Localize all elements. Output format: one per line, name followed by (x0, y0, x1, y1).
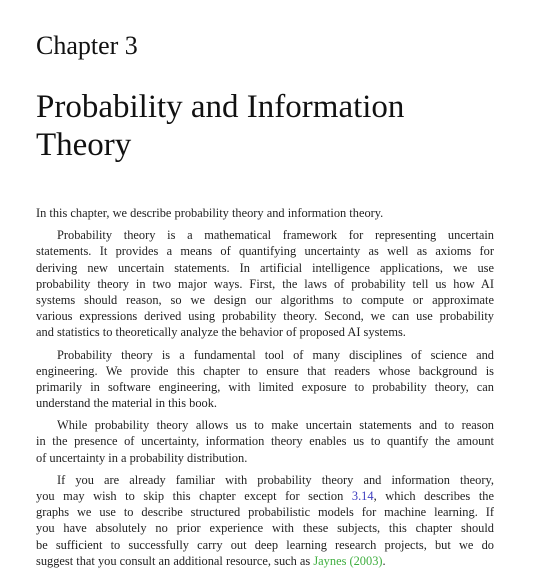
text-line: While probability theory allows us to make uncertain statements and to reason (57, 418, 494, 433)
text-line (36, 553, 494, 569)
text-span: suggest that you consult an additional resource, such as (36, 553, 314, 568)
text-line: primarily in software engineering, with limited exposure to probability theory, can (36, 379, 494, 394)
text-line (36, 488, 494, 504)
paragraph (36, 227, 494, 340)
text-line: of uncertainty in a probability distribution. (36, 450, 248, 465)
section-link[interactable]: 3.14 (351, 489, 374, 503)
paragraph (36, 205, 494, 221)
text-line: graphs we use to describe structured probabilistic models for machine learning. If (36, 505, 494, 520)
paragraph (36, 417, 494, 466)
chapter-title-line: Probability and Information (36, 89, 405, 125)
text-line: deriving new uncertain statements. In artificial intelligence applications, we use (36, 260, 494, 275)
chapter-title (36, 88, 506, 164)
text-line: be sufficient to successfully carry out deep learning research projects, but we do (36, 537, 494, 552)
paragraph (36, 472, 494, 569)
text-line: If you are already familiar with probability theory and information theory, (57, 472, 494, 487)
text-line: probability theory in two major ways. First, the laws of probability tell us how AI (36, 276, 494, 291)
text-span: , which describes the (373, 489, 494, 503)
text-line: statements. It provides a means of quantifying uncertainty as well as axioms for (36, 244, 494, 259)
text-line: engineering. We provide this chapter to ensure that readers whose background is (36, 363, 494, 378)
paragraph-list (36, 205, 494, 466)
text-span: . (382, 553, 386, 568)
chapter-title-line: Theory (36, 127, 132, 163)
text-line: understand the material in this book. (36, 396, 218, 411)
text-line: Probability theory is a mathematical framework for representing uncertain (57, 228, 494, 243)
text-line: and statistics to theoretically analyze the behavior of proposed AI systems. (36, 325, 406, 340)
text-line: Probability theory is a fundamental tool of many disciplines of science and (57, 347, 494, 362)
chapter-body (36, 205, 494, 575)
text-line: various expressions derived using probability theory. Second, we can use probability (36, 309, 494, 324)
text-line: In this chapter, we describe probability theory and information theory. (36, 206, 384, 220)
chapter-number: Chapter 3 (36, 31, 138, 60)
citation-link[interactable]: Jaynes (2003) (313, 553, 383, 568)
text-line: systems should reason, so we design our algorithms to compute or approximate (36, 292, 494, 307)
text-line: you have absolutely no prior experience with these subjects, this chapter should (36, 521, 494, 536)
text-span: you may wish to skip this chapter except for section (36, 489, 352, 503)
text-line: in the presence of uncertainty, information theory enables us to quantify the amount (36, 434, 494, 449)
paragraph (36, 347, 494, 412)
